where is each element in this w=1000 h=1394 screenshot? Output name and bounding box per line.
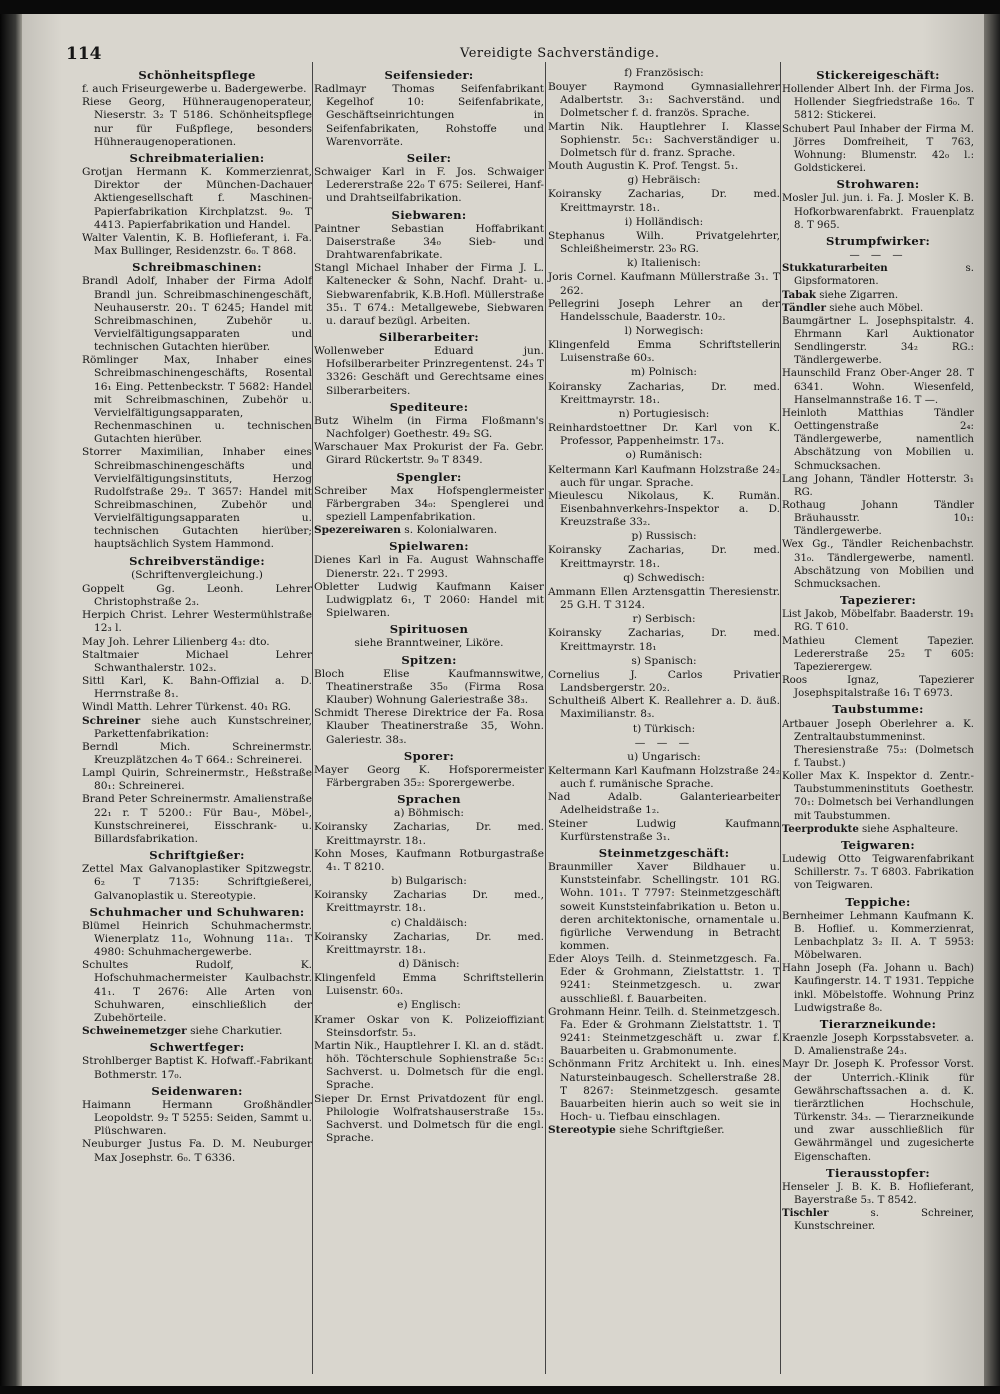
- directory-entry: Koiransky Zacharias, Dr. med. Kreittmayrstr. 18₁.: [548, 380, 780, 406]
- section-crossref-text: s. Gipsformatoren.: [794, 263, 974, 288]
- directory-entry: Brand Peter Schreinermstr. Amalienstraße 22₁ r. T 5200.: Für Bau-, Möbel-, Kunstschreinerei, Eisschrank- u. Billardsfabrikation.: [82, 793, 312, 845]
- section-crossref: [82, 1025, 312, 1038]
- section-crossref-term: Tischler: [782, 1207, 829, 1220]
- section-heading: Schwertfeger:: [149, 1040, 245, 1055]
- section-crossref-text: siehe Charkutier.: [186, 1025, 283, 1038]
- section-crossref-term: Tabak: [782, 288, 816, 301]
- directory-entry: Braunmiller Xaver Bildhauer u. Kunststeinfabr. Schellingstr. 101 RG. Wohn. 101₁. T 7797: Steinmetzgeschäft soweit Kunststeinfabrikation u. Beton u. deren architektonische, ornamentale u. figürliche Verwendung in Betracht kommen.: [548, 861, 780, 952]
- directory-entry: Schultes Rudolf, K. Hofschuhmachermeister Kaulbachstr. 41₁. T 2676: Alle Arten von Schuhwaren, einschließlich der Zubehörteile.: [82, 959, 312, 1024]
- directory-entry: Paintner Sebastian Hoffabrikant Daiserstraße 34₀ Sieb- und Drahtwarenfabrikate.: [314, 222, 544, 262]
- adjacent-page-edge: [984, 14, 1000, 1386]
- directory-entry: Pellegrini Joseph Lehrer an der Handelsschule, Baaderstr. 10₂.: [548, 297, 780, 323]
- page-number: 114: [66, 44, 102, 64]
- subsection-label: b) Bulgarisch:: [391, 875, 467, 888]
- section-heading: Strohwaren:: [836, 177, 920, 192]
- section-crossref-term: Teerprodukte: [782, 822, 859, 835]
- directory-entry: Schönmann Fritz Architekt u. Inh. eines Natursteinbaugesch. Schellerstraße 28. T 8267: Steinmetzgesch. gesamte Bauarbeiten hierin auch so weit sie in Hoch- u. Tiefbau einschlagen.: [548, 1058, 780, 1124]
- section-crossref-term: Tändler: [782, 301, 826, 314]
- section-heading: Schriftgießer:: [149, 848, 245, 863]
- subsection-label: t) Türkisch:: [632, 722, 696, 735]
- directory-entry: Martin Nik., Hauptlehrer I. Kl. an d. städt. höh. Töchterschule Sophienstraße 5c₁: Sachverst. u. Dolmetsch für die engl. Sprache.: [314, 1039, 544, 1092]
- section-heading: Strumpfwirker:: [825, 233, 931, 248]
- section-crossref: [782, 289, 974, 302]
- directory-entry: Berndl Mich. Schreinermstr. Kreuzplätzchen 4₀ T 664.: Schreinerei.: [82, 740, 312, 766]
- subsection-label: c) Chaldäisch:: [390, 916, 468, 929]
- subsection-label: g) Hebräisch:: [627, 174, 701, 187]
- book-gutter-shadow: [0, 14, 22, 1386]
- section-crossref: [82, 715, 312, 741]
- directory-entry: Dienes Karl in Fa. August Wahnschaffe Dienerstr. 22₁. T 2993.: [314, 554, 544, 580]
- directory-entry: Walter Valentin, K. B. Hoflieferant, i. Fa. Max Bullinger, Residenzstr. 6₀. T 868.: [82, 231, 312, 258]
- directory-entry: Koiransky Zacharias, Dr. med. Kreittmayrstr. 18₁.: [548, 188, 780, 214]
- directory-entry: Radlmayr Thomas Seifenfabrikant Kegelhof 10: Seifenfabrikate, Geschäftseinrichtungen in Seifenfabrikaten, Rohstoffe und Warenvorräte.: [314, 83, 544, 148]
- directory-entry: Windl Matth. Lehrer Türkenst. 40₁ RG.: [82, 701, 291, 714]
- section-heading: Tierarzneikunde:: [819, 1016, 937, 1031]
- section-crossref-term: Schreiner: [82, 714, 141, 727]
- directory-entry: Henseler J. B. K. B. Hoflieferant, Bayerstraße 5₃. T 8542.: [782, 1181, 974, 1206]
- section-crossref: [314, 524, 544, 537]
- directory-entry: Bloch Elise Kaufmannswitwe, Theatinerstraße 35₀ (Firma Rosa Klauber) Wohnung Galeriestraße 38₃.: [314, 667, 544, 707]
- subsection-label: (Schriftenvergleichung.): [131, 568, 263, 581]
- section-heading: Schreibmaterialien:: [129, 150, 265, 165]
- section-heading: Stickereigeschäft:: [816, 68, 940, 82]
- section-heading: Seidenwaren:: [151, 1083, 243, 1098]
- section-heading: Teigwaren:: [841, 837, 915, 852]
- directory-entry: Mouth Augustin K. Prof. Tengst. 5₁.: [548, 160, 739, 173]
- directory-entry: Strohlberger Baptist K. Hofwaff.-Fabrikant Bothmerstr. 17₀.: [82, 1055, 313, 1081]
- directory-entry: Lang Johann, Tändler Hotterstr. 3₁ RG.: [782, 473, 974, 498]
- section-heading: Seifensieder:: [384, 68, 474, 82]
- section-heading: Spitzen:: [401, 652, 457, 667]
- directory-entry: Cornelius J. Carlos Privatier Landsbergerstr. 20₂.: [548, 668, 780, 695]
- directory-entry: Koiransky Zacharias, Dr. med. Kreittmayrstr. 18₁: [548, 627, 780, 653]
- section-heading: Schuhmacher und Schuhwaren:: [89, 904, 305, 919]
- directory-entry: Koiransky Zacharias Dr. med., Kreittmayrstr. 18₁.: [314, 889, 544, 915]
- subsection-label: m) Polnisch:: [631, 366, 697, 379]
- subsection-label: f) Französisch:: [624, 67, 704, 79]
- directory-entry: Kramer Oskar von K. Polizeioffiziant Steinsdorfstr. 5₃.: [314, 1013, 544, 1039]
- directory-entry: Grotjan Hermann K. Kommerzienrat, Direktor der München-Dachauer Aktiengesellschaft f. Maschinen-Papierfabrikation Kirchplatzst. 9₀. T 4413. Papierfabrikation und Handel.: [82, 166, 312, 231]
- directory-entry: Sieper Dr. Ernst Privatdozent für engl. Philologie Wolfratshauserstraße 15₃. Sachverst. und Dolmetsch für die engl. Sprache.: [314, 1092, 544, 1145]
- directory-entry: Koller Max K. Inspektor d. Zentr.-Taubstummeninstituts Goethestr. 70₁: Dolmetsch bei Verhandlungen mit Taubstummen.: [782, 771, 974, 822]
- directory-entry: Mathieu Clement Tapezier. Ledererstraße 25₂ T 605: Tapezierergew.: [782, 635, 974, 673]
- directory-entry: Ludewig Otto Teigwarenfabrikant Schillerstr. 7₃. T 6803. Fabrikation von Teigwaren.: [782, 854, 974, 892]
- section-heading: Steinmetzgeschäft:: [598, 845, 730, 860]
- directory-entry: Kohn Moses, Kaufmann Rotburgastraße 4₁. T 8210.: [314, 847, 544, 873]
- directory-entry: Mayer Georg K. Hofsporermeister Färbergraben 35₂: Sporergewerbe.: [314, 763, 544, 789]
- directory-entry: Mieulescu Nikolaus, K. Rumän. Eisenbahnverkehrs-Inspektor a. D. Kreuzstraße 33₂.: [548, 489, 780, 529]
- directory-entry: Hahn Joseph (Fa. Johann u. Bach) Kaufingerstr. 14. T 1931. Teppiche inkl. Möbelstoffe. Wohnung Prinz Ludwigstraße 8₀.: [782, 963, 974, 1014]
- section-heading: Tierausstopfer:: [826, 1165, 930, 1180]
- directory-entry: Mayr Dr. Joseph K. Professor Vorst. der Unterrich.-Klinik für Gewährschaftssachen a. d. K. tierärztlichen Hochschule, Türkenstr. 34₃. — Tierarzneikunde und zwar ausschließlich für Gewährmängel und zugesicherte Eigenschaften.: [782, 1059, 974, 1163]
- directory-entry: Artbauer Joseph Oberlehrer a. K. Zentraltaubstummeninst. Theresienstraße 75₃: (Dolmetsch f. Taubst.): [782, 718, 974, 769]
- section-heading: Seiler:: [406, 150, 452, 165]
- directory-entry: Sittl Karl, K. Bahn-Offizial a. D. Herrnstraße 8₁.: [82, 675, 312, 701]
- column-4: [782, 66, 974, 1233]
- section-crossref: [782, 823, 974, 836]
- directory-entry: Römlinger Max, Inhaber eines Schreibmaschinengeschäfts, Rosental 16₁ Eing. Pettenbeckstr. T 5682: Handel mit Schreibmaschinen, Zubehör u. Vervielfältigungsapparaten, Rechenmaschinen u. technischen Gutachten hierüber.: [82, 354, 312, 446]
- directory-entry: Schreiber Max Hofspenglermeister Färbergraben 34₀: Spenglerei und speziell Lampenfabrikation.: [314, 484, 544, 523]
- directory-entry: Stangl Michael Inhaber der Firma J. L. Kaltenecker & Sohn, Nachf. Draht- u. Siebwarenfabrik, K.B.Hofl. Müllerstraße 35₁. T 674.: Metallgewebe, Siebwaren u. darauf bezügl. Arbeiten.: [314, 262, 544, 327]
- directory-entry: Grohmann Heinr. Teilh. d. Steinmetzgesch. Fa. Eder & Grohmann Zielstattstr. 1. T 9241: Steinmetzgeschäft u. zwar f. Bauarbeiten u. Grabmonumente.: [548, 1005, 780, 1058]
- section-crossref: [782, 262, 974, 288]
- section-crossref-term: Spezereiwaren: [314, 524, 401, 537]
- subsection-label: s) Spanisch:: [631, 654, 697, 667]
- subsection-label: o) Rumänisch:: [625, 449, 703, 462]
- directory-entry: Bouyer Raymond Gymnasiallehrer Adalbertstr. 3₁: Sachverständ. und Dolmetscher f. d. französ. Sprache.: [548, 81, 780, 120]
- directory-entry: Eder Aloys Teilh. d. Steinmetzgesch. Fa. Eder & Grohmann, Zielstattstr. 1. T 9241: Steinmetzgesch. u. zwar ausschließl. f. Bauarbeiten.: [548, 953, 780, 1005]
- directory-entry: Haunschild Franz Ober-Anger 28. T 6341. Wohn. Wiesenfeld, Hanselmannstraße 16. T —.: [782, 368, 974, 406]
- section-crossref: [548, 1124, 780, 1137]
- section-crossref-term: Stereotypie: [548, 1124, 616, 1137]
- column-2: [314, 66, 544, 1145]
- section-heading: Tapezierer:: [839, 593, 917, 608]
- section-heading: Spielwaren:: [389, 539, 469, 554]
- running-head: Vereidigte Sachverständige.: [460, 46, 660, 61]
- directory-entry: Mosler Jul. jun. i. Fa. J. Mosler K. B. Hofkorbwarenfabrkt. Frauenplatz 8. T 965.: [782, 193, 974, 231]
- section-crossref-text: siehe auch Kunstschreiner, Parkettenfabrikation:: [94, 714, 312, 740]
- section-heading: Spengler:: [396, 469, 462, 484]
- subsection-label: u) Ungarisch:: [627, 750, 701, 763]
- section-heading: Sprachen: [397, 792, 461, 807]
- section-heading: Spediteure:: [389, 399, 469, 414]
- directory-entry: Bernheimer Lehmann Kaufmann K. B. Hoflief. u. Kommerzienrat, Lenbachplatz 3₂ II. A. T 5953: Möbelwaren.: [782, 910, 974, 962]
- directory-entry: Schultheiß Albert K. Reallehrer a. D. äuß. Maximilianstr. 8₃.: [548, 695, 780, 721]
- directory-entry: Keltermann Karl Kaufmann Holzstraße 24₂ auch f. rumänische Sprache.: [548, 764, 780, 791]
- subsection-label: p) Russisch:: [631, 530, 697, 543]
- subsection-label: l) Norwegisch:: [624, 324, 704, 337]
- column-3: [548, 66, 780, 1137]
- section-crossref-term: Stukkaturarbeiten: [782, 262, 888, 275]
- directory-entry: Herpich Christ. Lehrer Westermühlstraße 12₃ l.: [82, 609, 312, 635]
- directory-entry: Schubert Paul Inhaber der Firma M. Jörres Domfreiheit, T 763, Wohnung: Blumenstr. 42₀ l.: Goldstickerei.: [782, 123, 974, 175]
- directory-entry: Storrer Maximilian, Inhaber eines Schreibmaschinengeschäfts und Vervielfältigungsinstituts, Herzog Rudolfstraße 29₂. T 3657: Handel mit Schreibmaschinen, Zubehör und Vervielfältigungsapparaten u. technischen Gutachten hierüber; hauptsächlich System Hammond.: [82, 446, 312, 551]
- subsection-label: k) Italienisch:: [627, 257, 701, 270]
- section-crossref-text: siehe Asphalteure.: [858, 823, 959, 835]
- directory-entry: Baumgärtner L. Josephspitalstr. 4. Ehrmann Karl Auktionator Sendlingerstr. 34₂ RG.: Tändlergewerbe.: [782, 315, 974, 367]
- empty-section-dash: — — —: [849, 250, 907, 262]
- directory-entry: Martin Nik. Hauptlehrer I. Klasse Sophienstr. 5c₁: Sachverständiger u. Dolmetsch für d. franz. Sprache.: [548, 120, 780, 159]
- section-crossref: [782, 1207, 974, 1233]
- directory-entry: f. auch Friseurgewerbe u. Badergewerbe.: [82, 83, 307, 96]
- section-crossref-text: s. Schreiner, Kunstschreiner.: [794, 1208, 974, 1233]
- directory-entry: Rothaug Johann Tändler Bräuhausstr. 10₁: Tändlergewerbe.: [782, 500, 974, 538]
- section-heading: Teppiche:: [845, 894, 911, 909]
- directory-entry: Warschauer Max Prokurist der Fa. Gebr. Girard Rückertstr. 9₀ T 8349.: [314, 441, 544, 467]
- directory-entry: Roos Ignaz, Tapezierer Josephspitalstraße 16₁ T 6973.: [782, 675, 974, 700]
- subsection-label: r) Serbisch:: [632, 613, 696, 626]
- section-crossref-text: siehe Schriftgießer.: [615, 1124, 725, 1137]
- column-divider: [780, 62, 781, 1374]
- section-heading: Siebwaren:: [391, 207, 467, 222]
- section-heading: Schreibverständige:: [129, 553, 265, 568]
- directory-entry: Staltmaier Michael Lehrer Schwanthalerstr. 102₃.: [82, 648, 312, 674]
- directory-entry: Lampl Quirin, Schreinermstr., Heßstraße 80₁: Schreinerei.: [82, 767, 312, 793]
- directory-entry: Steiner Ludwig Kaufmann Kurfürstenstraße 3₁.: [548, 817, 780, 843]
- directory-entry: Goppelt Gg. Leonh. Lehrer Christophstraße 2₃.: [82, 582, 312, 609]
- directory-entry: Haimann Hermann Großhändler Leopoldstr. 9₂ T 5255: Seiden, Sammt u. Plüschwaren.: [82, 1098, 312, 1138]
- subsection-label: n) Portugiesisch:: [618, 407, 710, 420]
- section-heading: Schreibmaschinen:: [132, 260, 262, 275]
- column-1: [82, 66, 312, 1165]
- directory-entry: Klingenfeld Emma Schriftstellerin Luisenstraße 60₃.: [548, 339, 780, 365]
- directory-entry: Blümel Heinrich Schuhmachermstr. Wienerplatz 11₀, Wohnung 11a₁. T 4980: Schuhmachergewerbe.: [82, 919, 312, 959]
- directory-entry: Riese Georg, Hühneraugenoperateur, Nieserstr. 3₂ T 5186. Schönheitspflege nur für Fußpflege, besonders Hühneraugenoperationen.: [82, 96, 312, 148]
- directory-entry: May Joh. Lehrer Lilienberg 4₃: dto.: [82, 635, 270, 648]
- section-heading: Schönheitspflege: [138, 68, 256, 82]
- directory-entry: Koiransky Zacharias, Dr. med. Kreittmayrstr. 18₁.: [314, 821, 544, 847]
- section-crossref-term: Schweinemetzger: [82, 1025, 187, 1038]
- directory-entry: Heinloth Matthias Tändler Oettingenstraße 2₄: Tändlergewerbe, namentlich Abschätzung von Mobilien u. Schmucksachen.: [782, 407, 974, 472]
- directory-entry: Schmidt Therese Direktrice der Fa. Rosa Klauber Theatinerstraße 35, Wohn. Galeriestr. 38₃.: [314, 707, 544, 746]
- directory-entry: Wollenweber Eduard jun. Hofsilberarbeiter Prinzregentenst. 24₃ T 3326: Geschäft und Gerechtsame eines Silberarbeiters.: [314, 345, 544, 397]
- directory-entry: Brandl Adolf, Inhaber der Firma Adolf Brandl jun. Schreibmaschinengeschäft, Neuhauserstr. 20₁. T 6245; Handel mit Schreibmaschinen, Zubehör u. Vervielfältigungsapparaten und technischen Gutachten hierüber.: [82, 275, 312, 354]
- directory-entry: Nad Adalb. Galanteriearbeiter Adelheidstraße 1₂.: [548, 791, 780, 817]
- directory-entry: Kraenzle Joseph Korpsstabsveter. a. D. Amalienstraße 24₃.: [782, 1033, 974, 1058]
- subsection-label: d) Dänisch:: [398, 958, 460, 970]
- directory-entry: Koiransky Zacharias, Dr. med. Kreittmayrstr. 18₁.: [548, 544, 780, 570]
- empty-section-dash: — — —: [634, 736, 694, 749]
- section-crossref: [782, 302, 974, 315]
- directory-entry: Keltermann Karl Kaufmann Holzstraße 24₂ auch für ungar. Sprache.: [548, 463, 780, 489]
- directory-entry: Reinhardstoettner Dr. Karl von K. Professor, Pappenheimstr. 17₃.: [548, 422, 780, 448]
- directory-entry: Koiransky Zacharias, Dr. med. Kreittmayrstr. 18₁.: [314, 930, 544, 956]
- directory-entry: Joris Cornel. Kaufmann Müllerstraße 3₁. T 262.: [548, 271, 780, 297]
- section-heading: Spirituosen: [389, 622, 469, 637]
- directory-entry: List Jakob, Möbelfabr. Baaderstr. 19₁ RG. T 610.: [782, 609, 974, 634]
- subsection-label: siehe Branntweiner, Liköre.: [354, 637, 504, 650]
- section-crossref-text: siehe Zigarren.: [816, 289, 899, 301]
- directory-entry: Butz Wihelm (in Firma Floßmann's Nachfolger) Goethestr. 49₂ SG.: [314, 414, 544, 441]
- directory-entry: Wex Gg., Tändler Reichenbachstr. 31₀. Tändlergewerbe, namentl. Abschätzung von Mobilien und Schmucksachen.: [782, 539, 974, 590]
- directory-entry: Neuburger Justus Fa. D. M. Neuburger Max Josephstr. 6₀. T 6336.: [82, 1138, 312, 1164]
- directory-entry: Klingenfeld Emma Schriftstellerin Luisenstr. 60₃.: [314, 972, 544, 998]
- directory-entry: Obletter Ludwig Kaufmann Kaiser Ludwigplatz 6₁, T 2060: Handel mit Spielwaren.: [314, 580, 544, 620]
- directory-entry: Schwaiger Karl in F. Jos. Schwaiger Ledererstraße 22₀ T 675: Seilerei, Hanf- und Drahtseilfabrikation.: [314, 166, 544, 205]
- subsection-label: q) Schwedisch:: [623, 571, 705, 584]
- section-heading: Taubstumme:: [832, 702, 924, 717]
- section-heading: Silberarbeiter:: [379, 329, 479, 344]
- section-heading: Sporer:: [403, 748, 455, 763]
- directory-entry: Zettel Max Galvanoplastiker Spitzwegstr. 6₂ T 7135: Schriftgießerei, Galvanoplastik u. Stereotypie.: [82, 863, 312, 902]
- directory-entry: Hollender Albert Inh. der Firma Jos. Hollender Siegfriedstraße 16₀. T 5812: Stickerei.: [782, 84, 974, 122]
- subsection-label: a) Böhmisch:: [394, 807, 464, 820]
- section-crossref-text: s. Kolonialwaren.: [400, 524, 498, 537]
- section-crossref-text: siehe auch Möbel.: [825, 302, 924, 314]
- subsection-label: i) Holländisch:: [624, 215, 704, 228]
- column-divider: [312, 62, 313, 1374]
- subsection-label: e) Englisch:: [397, 999, 461, 1012]
- directory-entry: Ammann Ellen Arztensgattin Theresienstr. 25 G.H. T 3124.: [548, 585, 780, 612]
- directory-entry: Stephanus Wilh. Privatgelehrter, Schleißheimerstr. 23₀ RG.: [548, 229, 780, 256]
- column-divider: [545, 62, 546, 1374]
